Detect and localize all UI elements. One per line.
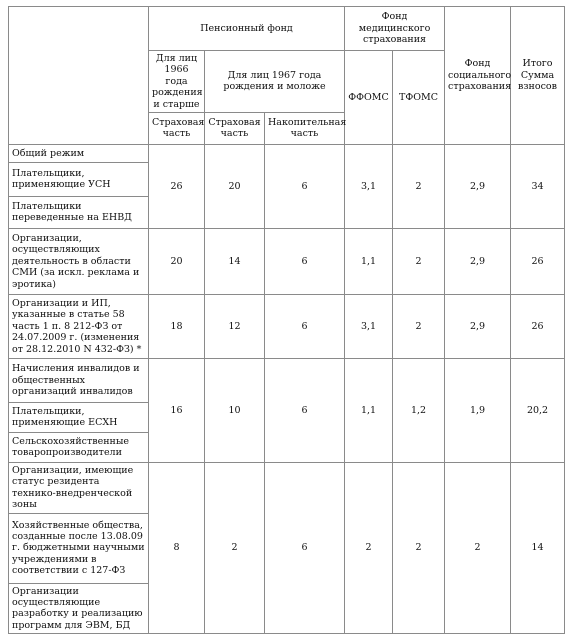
value-insurance-1967: 12 [205, 294, 265, 358]
value-tfoms: 1,2 [393, 358, 445, 462]
value-total: 14 [511, 462, 565, 633]
row-label: Сельскохозяйственные товаропроизводители [9, 432, 149, 462]
row-label: Плательщики, применяющие УСН [9, 162, 149, 196]
value-social: 2,9 [445, 228, 511, 294]
value-insurance-1967: 14 [205, 228, 265, 294]
header-funded-part: Накопительная часть [265, 112, 345, 144]
header-tfoms: ТФОМС [393, 51, 445, 145]
value-ffoms: 3,1 [345, 144, 393, 228]
value-funded: 6 [265, 228, 345, 294]
header-social-fund: Фонд социального страхования [445, 7, 511, 145]
table-row [9, 228, 565, 294]
header-total: Итого Сумма взносов [511, 7, 565, 145]
value-insurance-1967: 10 [205, 358, 265, 462]
value-total: 26 [511, 228, 565, 294]
row-label: Организации, имеющие статус резидента технико-внедренческой зоны [9, 462, 149, 513]
value-social: 1,9 [445, 358, 511, 462]
corner-cell [9, 7, 149, 145]
value-funded: 6 [265, 144, 345, 228]
row-label: Плательщики переведенные на ЕНВД [9, 196, 149, 228]
table-row [9, 462, 565, 513]
row-label: Организации осуществляющие разработку и реализацию программ для ЭВМ, БД [9, 583, 149, 634]
value-social: 2,9 [445, 144, 511, 228]
value-insurance-1967: 2 [205, 462, 265, 633]
contributions-table [8, 6, 565, 634]
header-insurance-part-1966: Страховая часть [149, 112, 205, 144]
value-total: 20,2 [511, 358, 565, 462]
value-funded: 6 [265, 294, 345, 358]
table-row [9, 358, 565, 402]
header-medical-fund: Фонд медицинского страхования [345, 7, 445, 51]
row-label: Организации, осуществляющих деятельность в области СМИ (за искл. реклама и эротика) [9, 228, 149, 294]
value-tfoms: 2 [393, 294, 445, 358]
value-tfoms: 2 [393, 462, 445, 633]
table-row [9, 294, 565, 358]
value-tfoms: 2 [393, 144, 445, 228]
value-insurance-1966: 26 [149, 144, 205, 228]
value-funded: 6 [265, 462, 345, 633]
row-label: Организации и ИП, указанные в статье 58 часть 1 п. 8 212-ФЗ от 24.07.2009 г. (изменения от 28.12.2010 N 432-ФЗ) * [9, 294, 149, 358]
value-social: 2 [445, 462, 511, 633]
row-label: Хозяйственные общества, созданные после 13.08.09 г. бюджетными научными учреждениями в соответствии с 127-ФЗ [9, 513, 149, 583]
header-ffoms: ФФОМС [345, 51, 393, 145]
value-ffoms: 1,1 [345, 358, 393, 462]
value-tfoms: 2 [393, 228, 445, 294]
value-total: 26 [511, 294, 565, 358]
header-born-1967: Для лиц 1967 года рождения и моложе [205, 51, 345, 113]
row-label: Плательщики, применяющие ЕСХН [9, 402, 149, 432]
value-insurance-1966: 16 [149, 358, 205, 462]
value-funded: 6 [265, 358, 345, 462]
contributions-table-container [8, 6, 564, 631]
value-insurance-1966: 20 [149, 228, 205, 294]
value-insurance-1966: 8 [149, 462, 205, 633]
value-insurance-1966: 18 [149, 294, 205, 358]
row-label: Общий режим [9, 144, 149, 162]
table-row [9, 144, 565, 162]
value-ffoms: 3,1 [345, 294, 393, 358]
value-total: 34 [511, 144, 565, 228]
value-social: 2,9 [445, 294, 511, 358]
header-pension-fund: Пенсионный фонд [149, 7, 345, 51]
value-insurance-1967: 20 [205, 144, 265, 228]
value-ffoms: 1,1 [345, 228, 393, 294]
row-label: Начисления инвалидов и общественных организаций инвалидов [9, 358, 149, 402]
header-insurance-part-1967: Страховая часть [205, 112, 265, 144]
header-born-1966: Для лиц 1966 года рождения и старше [149, 51, 205, 113]
value-ffoms: 2 [345, 462, 393, 633]
